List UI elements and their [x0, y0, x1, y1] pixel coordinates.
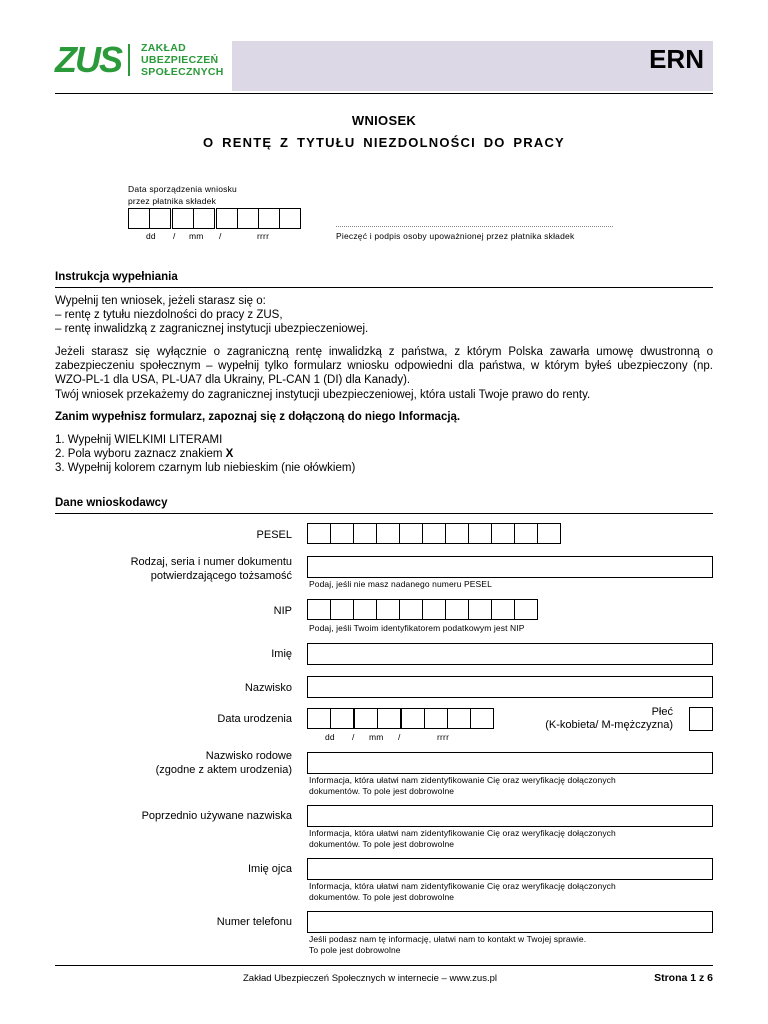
father-name-label: Imię ojca: [247, 863, 292, 875]
date-cell[interactable]: [237, 208, 259, 229]
family-name-hint: Informacja, która ułatwi nam zidentyfikowanie Cię oraz weryfikację dołączonych dokumentów. To pole jest dobrowolne: [309, 775, 616, 796]
nip-cell[interactable]: [376, 599, 400, 620]
section-rule: [55, 287, 713, 288]
date-cell[interactable]: [193, 208, 215, 229]
instructions-foreign: Jeżeli starasz się wyłącznie o zagraniczną rentę inwalidzką z państwa, z którym Polska zawarła umowę dwustronną o zabezpieczeniu społecznym – wypełnij tylko formularz wniosku odpowiedni dla państwa, w którym byłeś ubezpieczony (np. WZO-PL-1 dla USA, PL-UA7 dla Ukrainy, PL-CAN 1 (DI) dla Kanady).: [55, 346, 713, 386]
zus-logo: ZUS: [55, 39, 121, 80]
header-band: [232, 41, 713, 91]
sex-field[interactable]: [689, 707, 713, 731]
birth-date-label: Data urodzenia: [217, 713, 292, 725]
footer-rule: [55, 965, 713, 966]
nip-cell[interactable]: [445, 599, 469, 620]
last-name-field[interactable]: [307, 676, 713, 698]
phone-hint: Jeśli podasz nam tę informację, ułatwi nam to kontakt w Twojej sprawie. To pole jest dobrowolne: [309, 934, 587, 955]
father-name-hint: Informacja, która ułatwi nam zidentyfikowanie Cię oraz weryfikację dołączonych dokumentów. To pole jest dobrowolne: [309, 881, 616, 902]
previous-names-hint: Informacja, która ułatwi nam zidentyfikowanie Cię oraz weryfikację dołączonych dokumentów. To pole jest dobrowolne: [309, 828, 616, 849]
nip-hint: Podaj, jeśli Twoim identyfikatorem podatkowym jest NIP: [309, 623, 525, 633]
nip-input[interactable]: [307, 599, 537, 620]
stamp-signature-line[interactable]: [336, 226, 613, 227]
nip-cell[interactable]: [307, 599, 331, 620]
previous-names-label: Poprzednio używane nazwiska: [141, 810, 292, 822]
nip-cell[interactable]: [514, 599, 538, 620]
nip-cell[interactable]: [399, 599, 423, 620]
birth-date-input[interactable]: [307, 708, 493, 729]
date-cell[interactable]: [279, 208, 301, 229]
pesel-cell[interactable]: [353, 523, 377, 544]
previous-names-field[interactable]: [307, 805, 713, 827]
date-format-mm: mm: [189, 231, 204, 241]
pesel-cell[interactable]: [376, 523, 400, 544]
birth-format-yyyy: rrrr: [437, 732, 450, 742]
submission-date-input[interactable]: [128, 208, 300, 229]
nip-cell[interactable]: [330, 599, 354, 620]
date-format-dd: dd: [146, 231, 156, 241]
instructions-transfer: Twój wniosek przekażemy do zagranicznej instytucji ubezpieczeniowej, która ustali Twoje prawo do renty.: [55, 389, 591, 401]
date-cell[interactable]: [149, 208, 171, 229]
id-document-hint: Podaj, jeśli nie masz nadanego numeru PESEL: [309, 579, 492, 589]
birth-date-cell[interactable]: [354, 708, 378, 729]
nip-cell[interactable]: [353, 599, 377, 620]
stamp-signature-label: Pieczęć i podpis osoby upoważnionej przez płatnika składek: [336, 231, 575, 241]
logo-divider: [128, 44, 130, 76]
birth-date-cell[interactable]: [377, 708, 401, 729]
sex-label: Płeć (K-kobieta/ M-mężczyzna): [545, 706, 673, 731]
id-document-label: Rodzaj, seria i numer dokumentu potwierdzającego tożsamość: [130, 556, 292, 582]
date-cell[interactable]: [172, 208, 194, 229]
phone-label: Numer telefonu: [216, 916, 292, 928]
instructions-note: Zanim wypełnisz formularz, zapoznaj się z dołączoną do niego Informacją.: [55, 411, 461, 423]
section-rule: [55, 513, 713, 514]
page-number: Strona 1 z 6: [654, 972, 713, 984]
form-code: ERN: [649, 44, 704, 74]
id-document-field[interactable]: [307, 556, 713, 578]
submission-date-label: Data sporządzenia wniosku przez płatnika składek: [128, 184, 237, 206]
birth-date-cell[interactable]: [401, 708, 425, 729]
phone-field[interactable]: [307, 911, 713, 933]
pesel-cell[interactable]: [330, 523, 354, 544]
pesel-label: PESEL: [256, 529, 292, 541]
date-sep: /: [219, 231, 222, 241]
instructions-steps: 1. Wypełnij WIELKIMI LITERAMI 2. Pola wyboru zaznacz znakiem X 3. Wypełnij kolorem czarnym lub niebieskim (nie ołówkiem): [55, 434, 356, 474]
date-cell[interactable]: [128, 208, 150, 229]
instructions-heading: Instrukcja wypełniania: [55, 271, 178, 283]
nip-label: NIP: [273, 605, 292, 617]
pesel-cell[interactable]: [514, 523, 538, 544]
date-cell[interactable]: [258, 208, 280, 229]
pesel-cell[interactable]: [491, 523, 515, 544]
form-title: WNIOSEK: [351, 113, 417, 128]
org-name: ZAKŁAD UBEZPIECZEŃ SPOŁECZNYCH: [141, 42, 224, 78]
family-name-label: Nazwisko rodowe (zgodne z aktem urodzenia): [155, 750, 292, 776]
pesel-cell[interactable]: [422, 523, 446, 544]
form-subtitle: O RENTĘ Z TYTUŁU NIEZDOLNOŚCI DO PRACY: [203, 135, 565, 150]
header-rule: [55, 93, 713, 94]
pesel-input[interactable]: [307, 523, 560, 544]
nip-cell[interactable]: [491, 599, 515, 620]
pesel-cell[interactable]: [445, 523, 469, 544]
date-sep: /: [398, 732, 401, 742]
date-cell[interactable]: [216, 208, 238, 229]
birth-format-dd: dd: [325, 732, 335, 742]
birth-date-cell[interactable]: [447, 708, 471, 729]
birth-date-cell[interactable]: [330, 708, 354, 729]
birth-date-cell[interactable]: [307, 708, 331, 729]
first-name-field[interactable]: [307, 643, 713, 665]
instructions-intro: Wypełnij ten wniosek, jeżeli starasz się o: – rentę z tytułu niezdolności do pracy z ZUS, – rentę inwalidzką z zagranicznej instytucji ubezpieczeniowej.: [55, 295, 369, 335]
nip-cell[interactable]: [468, 599, 492, 620]
date-sep: /: [173, 231, 176, 241]
applicant-heading: Dane wnioskodawcy: [55, 497, 168, 509]
date-sep: /: [352, 732, 355, 742]
birth-date-cell[interactable]: [424, 708, 448, 729]
first-name-label: Imię: [271, 648, 292, 660]
pesel-cell[interactable]: [537, 523, 561, 544]
pesel-cell[interactable]: [399, 523, 423, 544]
father-name-field[interactable]: [307, 858, 713, 880]
birth-date-cell[interactable]: [470, 708, 494, 729]
family-name-field[interactable]: [307, 752, 713, 774]
nip-cell[interactable]: [422, 599, 446, 620]
date-format-yyyy: rrrr: [257, 231, 270, 241]
footer-text: Zakład Ubezpieczeń Społecznych w internecie – www.zus.pl: [243, 973, 497, 984]
pesel-cell[interactable]: [468, 523, 492, 544]
birth-format-mm: mm: [369, 732, 384, 742]
last-name-label: Nazwisko: [244, 682, 292, 694]
pesel-cell[interactable]: [307, 523, 331, 544]
